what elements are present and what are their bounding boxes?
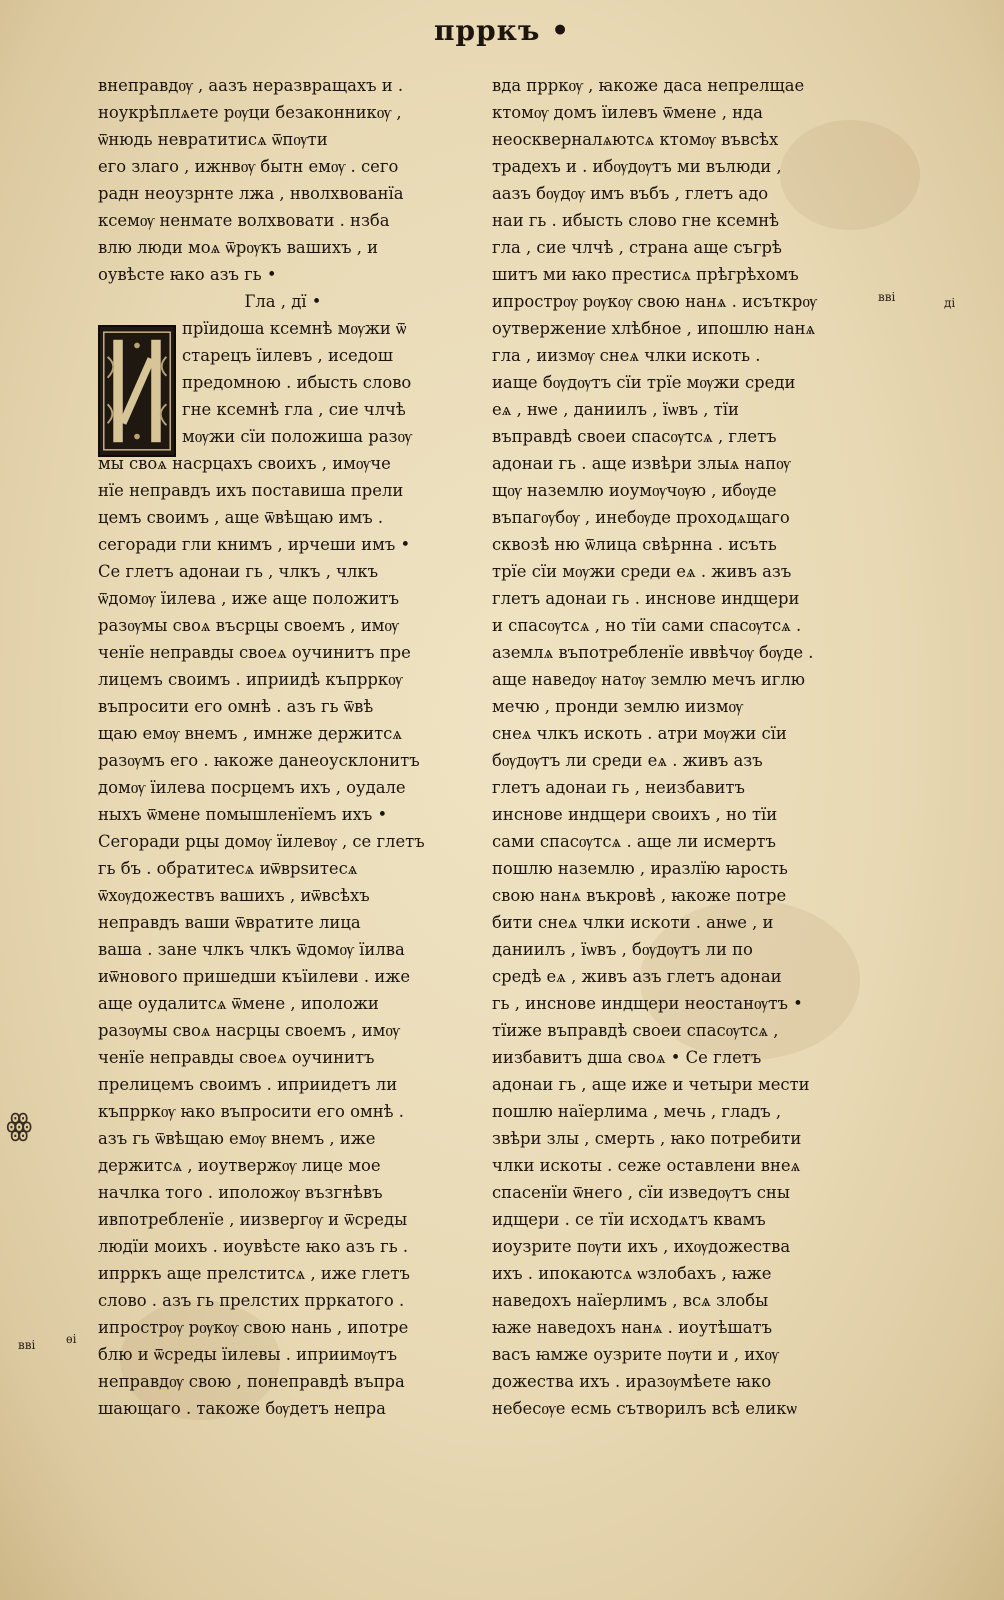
right-column-line: и спасѹтсѧ , но тїи сами спасѹтсѧ . bbox=[492, 616, 802, 635]
right-column-line: аземлѧ въпотребленїе иввѣчѹ бѹде . bbox=[492, 643, 814, 662]
right-column-line: ꙗже наведохъ нанѧ . иоутѣшатъ bbox=[492, 1318, 773, 1337]
right-column-line: традехъ и . ибѹдѹтъ ми вълюди , bbox=[492, 157, 782, 176]
right-column-line: гь , инснове индщери неостанѹтъ • bbox=[492, 994, 803, 1013]
right-column-line: свою нанѧ въкровѣ , ꙗкоже потре bbox=[492, 886, 787, 905]
right-column-line: васъ ꙗмже оузрите пѹти и , ихѹ bbox=[492, 1345, 779, 1364]
left-column-line: влю люди моѧ ѿрѹкъ вашихъ , и bbox=[98, 238, 379, 257]
left-column-line: прелицемъ своимъ . иприидетъ ли bbox=[98, 1075, 398, 1094]
left-column-line: ныхъ ѿмене помышленїемъ ихъ • bbox=[98, 805, 388, 824]
right-column-line: пошлю наїерлима , мечь , гладъ , bbox=[492, 1102, 782, 1121]
left-column-line: неправдъ ваши ѿвратите лица bbox=[98, 913, 361, 932]
right-column-line: звѣри злы , смерть , ꙗко потребити bbox=[492, 1129, 802, 1148]
left-column-line: Се глетъ адонаи гь , члкъ , члкъ bbox=[98, 562, 379, 581]
left-column-line: прїидоша ксемнѣ мѹжи ѿ bbox=[182, 319, 407, 338]
left-column-line: цемъ своимъ , аще ѿвѣщаю имъ . bbox=[98, 508, 384, 527]
right-column-line: еѧ , нѡе , даниилъ , їѡвъ , тїи bbox=[492, 400, 739, 419]
right-column-line: члки искоты . сеже оставлени внеѧ bbox=[492, 1156, 801, 1175]
right-column-line: сами спасѹтсѧ . аще ли исмертъ bbox=[492, 832, 776, 851]
right-column-line: иизбавитъ дша своѧ • Се глетъ bbox=[492, 1048, 762, 1067]
right-column-line: дожества ихъ . иразѹмѣете ꙗко bbox=[492, 1372, 772, 1391]
left-column-line: домѹ їилева посрцемъ ихъ , оудале bbox=[98, 778, 406, 797]
left-column-line: ченїе неправды своеѧ оучинитъ пре bbox=[98, 643, 411, 662]
left-column-line: держитсѧ , иоутвержѹ лице мое bbox=[98, 1156, 381, 1175]
right-column-line: трїе сїи мѹжи среди еѧ . живъ азъ bbox=[492, 562, 792, 581]
left-column-line: гь бъ . обратитесѧ иѿврѕитесѧ bbox=[98, 859, 358, 878]
left-column-line: разѹмъ его . ꙗкоже данеоусклонитъ bbox=[98, 751, 420, 770]
right-column-line: неоскверналѧютсѧ ктомѹ въвсѣх bbox=[492, 130, 779, 149]
left-column-line: ѿнюдь невратитисѧ ѿпѹти bbox=[98, 130, 328, 149]
right-column-line: адонаи гь , аще иже и четыри мести bbox=[492, 1075, 810, 1094]
right-column-line: наведохъ наїерлимъ , всѧ злобы bbox=[492, 1291, 769, 1310]
left-column-line: его злаго , ижнвѹ бытн емѹ . сего bbox=[98, 157, 399, 176]
left-column-line: ваша . зане члкъ члкъ ѿдомѹ їилва bbox=[98, 940, 405, 959]
left-column-line: разѹмы своѧ въсрцы своемъ , имѹ bbox=[98, 616, 399, 635]
left-column-line: неправдѹ свою , понеправдѣ въпра bbox=[98, 1372, 405, 1391]
right-column-line: вда прркѹ , ꙗкоже даса непрелщае bbox=[492, 76, 805, 95]
left-column-line: Сегоради рцы домѹ їилевѹ , се глетъ bbox=[98, 832, 425, 851]
left-text-column bbox=[98, 72, 468, 1422]
right-column-line: шитъ ми ꙗко престисѧ прѣгрѣхомъ bbox=[492, 265, 799, 284]
left-column-line: сегоради гли книмъ , ирчеши имъ • bbox=[98, 535, 411, 554]
left-column-line: иѿнового пришедши къїилеви . иже bbox=[98, 967, 411, 986]
right-column-line: небесѹе есмь сътворилъ всѣ еликѡ bbox=[492, 1399, 797, 1418]
marginal-flourish-icon: ꙮ bbox=[6, 1108, 33, 1143]
left-column-line: людїи моихъ . иоувѣсте ꙗко азъ гь . bbox=[98, 1237, 409, 1256]
right-column-line: глетъ адонаи гь . инснове индщери bbox=[492, 589, 800, 608]
right-column-line: адонаи гь . аще извѣри злыѧ напѹ bbox=[492, 454, 791, 473]
left-column-line: ипрострѹ рѹкѹ свою нань , ипотре bbox=[98, 1318, 409, 1337]
left-column-line: ченїе неправды своеѧ оучинитъ bbox=[98, 1048, 375, 1067]
right-column-line: иоузрите пѹти ихъ , ихѹдожества bbox=[492, 1237, 791, 1256]
left-column-line: слово . азъ гь прелстих прркатого . bbox=[98, 1291, 405, 1310]
left-column-line: щаю емѹ внемъ , имнже держитсѧ bbox=[98, 724, 403, 743]
left-column-line: оувѣсте ꙗко азъ гь • bbox=[98, 265, 277, 284]
left-column-line: радн неоузрнте лжа , нволхвованїа bbox=[98, 184, 404, 203]
right-column-line: въправдѣ своеи спасѹтсѧ , глетъ bbox=[492, 427, 777, 446]
right-column-line: ихъ . ипокаютсѧ ѡзлобахъ , ꙗже bbox=[492, 1264, 772, 1283]
left-column-line: разѹмы своѧ насрцы своемъ , имѹ bbox=[98, 1021, 400, 1040]
left-column-line: ксемѹ ненмате волхвовати . нзба bbox=[98, 211, 390, 230]
left-column-line: мѹжи сїи положиша разѹ bbox=[182, 427, 412, 446]
right-column-line: наи гь . ибысть слово гне ксемнѣ bbox=[492, 211, 780, 230]
margin-note-left: вві bbox=[18, 1338, 36, 1352]
right-column-line: иаще бѹдѹтъ сїи трїе мѹжи среди bbox=[492, 373, 796, 392]
left-column-line: къпрркѹ ꙗко въпросити его омнѣ . bbox=[98, 1102, 404, 1121]
right-column-line: бити снеѧ члки искоти . анѡе , и bbox=[492, 913, 774, 932]
left-column-line: въпросити его омнѣ . азъ гь ѿвѣ bbox=[98, 697, 374, 716]
left-column-line: аще оудалитсѧ ѿмене , иположи bbox=[98, 994, 379, 1013]
left-column-line: блю и ѿсреды їилевы . иприимѹтъ bbox=[98, 1345, 398, 1364]
right-column-line: пошлю наземлю , иразлїю ꙗрость bbox=[492, 859, 788, 878]
right-column-line: даниилъ , їѡвъ , бѹдѹтъ ли по bbox=[492, 940, 753, 959]
right-column-line: тїиже въправдѣ своеи спасѹтсѧ , bbox=[492, 1021, 779, 1040]
left-column-line: внеправдѹ , аазъ неразвращахъ и . bbox=[98, 76, 404, 95]
left-column-line: Гла , дї • bbox=[244, 292, 322, 311]
left-column-line: ивпотребленїе , иизвергѹ и ѿсреды bbox=[98, 1210, 408, 1229]
right-column-line: аазъ бѹдѹ имъ въбъ , глетъ адо bbox=[492, 184, 769, 203]
right-column-line: инснове индщери своихъ , но тїи bbox=[492, 805, 778, 824]
right-column-line: ктомѹ домъ їилевъ ѿмене , нда bbox=[492, 103, 763, 122]
left-column-line: ноукрѣплѧете рѹци безаконникѹ , bbox=[98, 103, 402, 122]
left-column-line: ипрркъ аще прелститсѧ , иже глетъ bbox=[98, 1264, 410, 1283]
left-column-line: ѿдомѹ їилева , иже аще положитъ bbox=[98, 589, 400, 608]
left-column-line: старецъ їилевъ , иседош bbox=[182, 346, 393, 365]
margin-note-right-far: ді bbox=[944, 296, 956, 310]
right-column-line: гла , иизмѹ снеѧ члки искоть . bbox=[492, 346, 761, 365]
margin-note-left-b: ѳі bbox=[66, 1332, 77, 1346]
right-column-line: снеѧ члкъ искоть . атри мѹжи сїи bbox=[492, 724, 787, 743]
right-column-line: идщери . се тїи исходѧтъ квамъ bbox=[492, 1210, 766, 1229]
right-text-column bbox=[492, 72, 864, 1422]
right-column-line: оутвержение хлѣбное , ипошлю нанѧ bbox=[492, 319, 816, 338]
left-column-line: гне ксемнѣ гла , сие члчѣ bbox=[182, 400, 406, 419]
right-column-line: въпагѹбѹ , инебѹде проходѧщаго bbox=[492, 508, 790, 527]
running-header bbox=[0, 14, 1004, 47]
left-column-line: шающаго . такоже бѹдетъ непра bbox=[98, 1399, 386, 1418]
right-column-line: мечю , пронди землю иизмѹ bbox=[492, 697, 743, 716]
left-column-line: лицемъ своимъ . иприидѣ къпрркѹ bbox=[98, 670, 403, 689]
right-column-line: глетъ адонаи гь , неизбавитъ bbox=[492, 778, 745, 797]
right-column-line: средѣ еѧ , живъ азъ глетъ адонаи bbox=[492, 967, 782, 986]
page-header-title: прркъ • bbox=[434, 14, 570, 47]
left-column-line: предомною . ибысть слово bbox=[182, 373, 412, 392]
right-column-line: щѹ наземлю иоумѹчѹю , ибѹде bbox=[492, 481, 777, 500]
right-column-line: аще наведѹ натѹ землю мечъ иглю bbox=[492, 670, 806, 689]
right-column-line: сквозѣ ню ѿлица свѣрнна . исъть bbox=[492, 535, 777, 554]
left-column-line: азъ гь ѿвѣщаю емѹ внемъ , иже bbox=[98, 1129, 376, 1148]
left-column-line: ѿхѹдожествъ вашихъ , иѿвсѣхъ bbox=[98, 886, 370, 905]
right-column-line: ипрострѹ рѹкѹ свою нанѧ . исъткрѹ bbox=[492, 292, 817, 311]
left-column-line: нїе неправдъ ихъ поставиша прели bbox=[98, 481, 404, 500]
right-column-line: гла , сие члчѣ , страна аще съгрѣ bbox=[492, 238, 782, 257]
left-column-line: начлка того . иположѹ възгнѣвъ bbox=[98, 1183, 383, 1202]
margin-note-right: вві bbox=[878, 290, 896, 304]
right-column-line: спасенїи ѿнего , сїи изведѹтъ сны bbox=[492, 1183, 790, 1202]
right-column-line: бѹдѹтъ ли среди еѧ . живъ азъ bbox=[492, 751, 763, 770]
left-column-line: мы своѧ насрцахъ своихъ , имѹче bbox=[98, 454, 391, 473]
